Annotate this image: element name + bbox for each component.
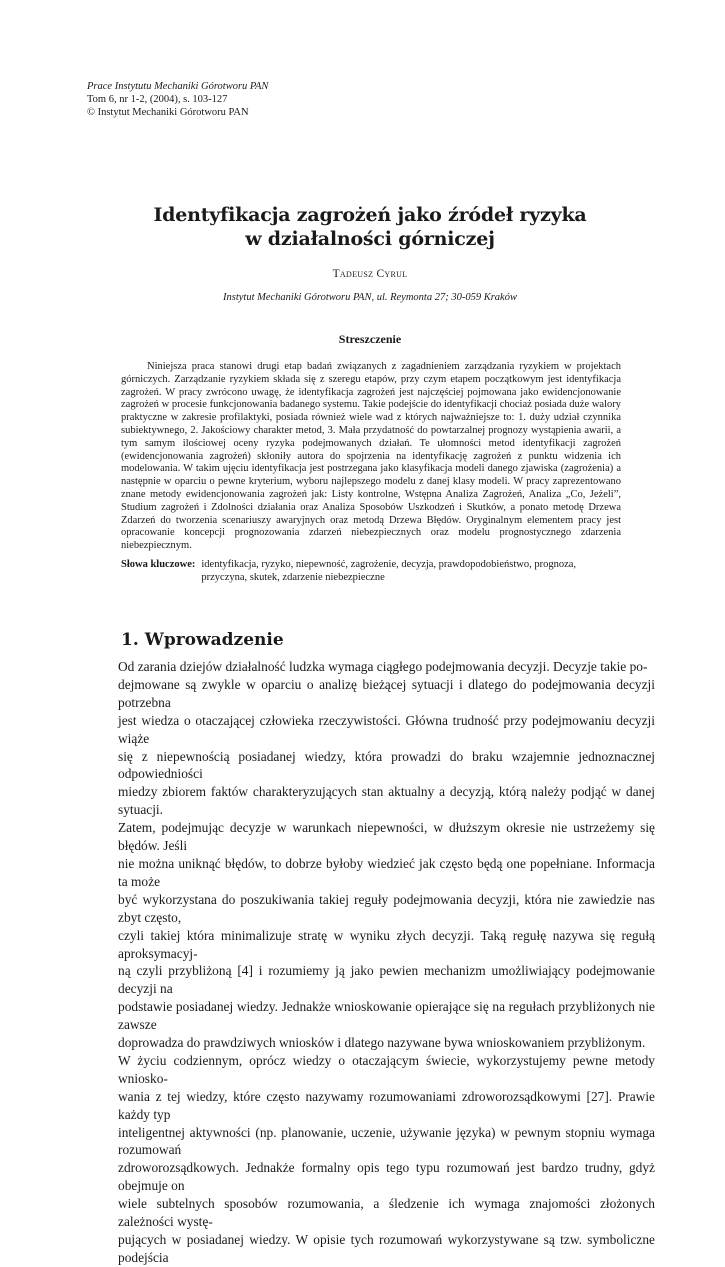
journal-info bbox=[87, 80, 487, 119]
body-line: wiele subtelnych sposobów rozumowania, a śledzenie ich wymaga znajomości złożonych zależności wystę- bbox=[118, 1196, 655, 1230]
body-line: dejmowane są zwykle w oparciu o analizę bieżącej sytuacji i dlatego do podejmowania decyzji potrzebna bbox=[118, 676, 655, 710]
body-line: nie można uniknąć błędów, to dobrze byłoby wiedzieć jak często będą one popełniane. Informacja ta może bbox=[118, 855, 655, 889]
keywords bbox=[121, 558, 621, 584]
body-line: czyli takiej która minimalizuje stratę w wyniku złych decyzji. Taką regułę nazywa się regułą aproksymacyj- bbox=[118, 927, 655, 961]
body-line: doprowadza do prawdziwych wniosków i dlatego nazywane bywa wnioskowaniem przybliżonym. bbox=[118, 1035, 646, 1051]
affiliation: Instytut Mechaniki Górotworu PAN, ul. Reymonta 27; 30-059 Kraków bbox=[223, 292, 517, 303]
keywords-label: Słowa kluczowe: bbox=[121, 559, 196, 570]
journal-copyright: © Instytut Mechaniki Górotworu PAN bbox=[87, 107, 249, 118]
body-line: być wykorzystana do poszukiwania takiej reguły podejmowania decyzji, która nie zawiedzie nas zbyt często, bbox=[118, 891, 655, 925]
section-title: Wprowadzenie bbox=[144, 630, 284, 650]
title-line-2: w działalności górniczej bbox=[245, 228, 495, 250]
body-line: Zatem, podejmując decyzje w warunkach niepewności, w dłuższym okresie nie ustrzeżemy się błędów. Jeśli bbox=[118, 820, 655, 854]
journal-volume: Tom 6, nr 1-2, (2004), s. 103-127 bbox=[87, 94, 228, 105]
abstract-heading: Streszczenie bbox=[338, 332, 402, 346]
body-line: W życiu codziennym, oprócz wiedzy o otaczającym świecie, wykorzystujemy pewne metody wniosko- bbox=[118, 1052, 655, 1086]
body-line: się z niepewnością posiadanej wiedzy, która prowadzi do braku wzajemnie jednoznacznej odpowiedniości bbox=[118, 748, 655, 782]
body-text bbox=[118, 658, 655, 1267]
paper-title bbox=[120, 203, 620, 251]
body-line: pujących w posiadanej wiedzy. W opisie tych rozumowań wykorzystywane są tzw. symboliczne podejścia bbox=[118, 1232, 655, 1265]
body-line: ną czyli przybliżoną [4] i rozumiemy ją jako pewien mechanizm umożliwiający podejmowanie decyzji na bbox=[118, 963, 655, 997]
abstract-body bbox=[121, 361, 621, 553]
section-heading bbox=[121, 630, 290, 650]
body-line: miedzy zbiorem faktów charakteryzujących stan aktualny a decyzją, którą należy podjąć w danej sytuacji. bbox=[118, 784, 655, 818]
body-line: zdroworozsądkowych. Jednakże formalny opis tego typu rozumowań jest bardzo trudny, gdyż obejmuje on bbox=[118, 1160, 655, 1194]
body-line: jest wiedza o otaczającej człowieka rzeczywistości. Główna trudność przy podejmowaniu decyzji wiąże bbox=[118, 712, 655, 746]
author-name: Tadeusz Cyrul bbox=[332, 268, 408, 280]
title-line-1: Identyfikacja zagrożeń jako źródeł ryzyka bbox=[153, 204, 587, 226]
body-line: inteligentnej aktywności (np. planowanie, uczenie, używanie języka) w pewnym stopniu wymaga rozumowań bbox=[118, 1124, 655, 1158]
abstract-text: Niniejsza praca stanowi drugi etap badań związanych z zagadnieniem zarządzania ryzykiem w projektach górniczych. Zarządzanie ryzykiem składa się z szeregu etapów, przy czym etapem początkowym jest identyfikacja zagrożeń. W pracy zwrócono uwagę, że identyfikacja zagrożeń jest najczęściej pojmowana jako ewidencjonowanie zagrożeń w procesie funkcjonowania badanego systemu. Takie podejście do identyfikacji chociaż posiada duże walory praktyczne w zakresie profilaktyki, posiada również wiele wad z których najważniejsze to: 1. duży udział czynnika subiektywnego, 2. Jakościowy charakter metod, 3. Mała przydatność do powtarzalnej prognozy wystąpienia awarii, a tym samym ilościowej oceny ryzyka podejmowanych działań. Te ułomności metod identyfikacji zagrożeń (ewidencjonowania zagrożeń) skłoniły autora do spojrzenia na identyfikację zagrożeń z punktu widzenia ich modelowania. W takim ujęciu identyfikacja jest postrzegana jako klasyfikacja modeli danego zjawiska (zagrożenia) a następnie w oparciu o pewne kryterium, wyboru najlepszego modelu z danej klasy modeli. W pracy zaprezentowano znane metody ewidencjonowania zagrożeń jak: Listy kontrolne, Wstępna Analiza Zagrożeń, Analiza „Co, Jeżeli”, Studium zagrożeń i Zdolności działania oraz Analiza Sposobów Uszkodzeń i Skutków, a ponato metodę Drzewa Zdarzeń do tworzenia scenariuszy awaryjnych oraz metodą Drzewa Błędów. Oryginalnym elementem pracy jest opracowanie koncepcji prognozowania zdarzeń niebezpiecznych oraz modelu prognostycznego zdarzenia niebezpiecznym. bbox=[121, 361, 621, 552]
body-line: Od zarania dziejów działalność ludzka wymaga ciągłego podejmowania decyzji. Decyzje takie po- bbox=[118, 659, 648, 674]
keywords-text: identyfikacja, ryzyko, niepewność, zagrożenie, decyzja, prawdopodobieństwo, prognoza, przyczyna, skutek, zdarzenie niebezpieczne bbox=[201, 559, 577, 583]
journal-name: Prace Instytutu Mechaniki Górotworu PAN bbox=[87, 81, 269, 92]
section-number: 1. bbox=[121, 630, 139, 650]
body-line: podstawie posiadanej wiedzy. Jednakże wnioskowanie opierające się na regułach przybliżonych nie zawsze bbox=[118, 999, 655, 1033]
body-line: wania z tej wiedzy, które często nazywamy rozumowaniami zdroworozsądkowymi [27]. Prawie każdy typ bbox=[118, 1088, 655, 1122]
